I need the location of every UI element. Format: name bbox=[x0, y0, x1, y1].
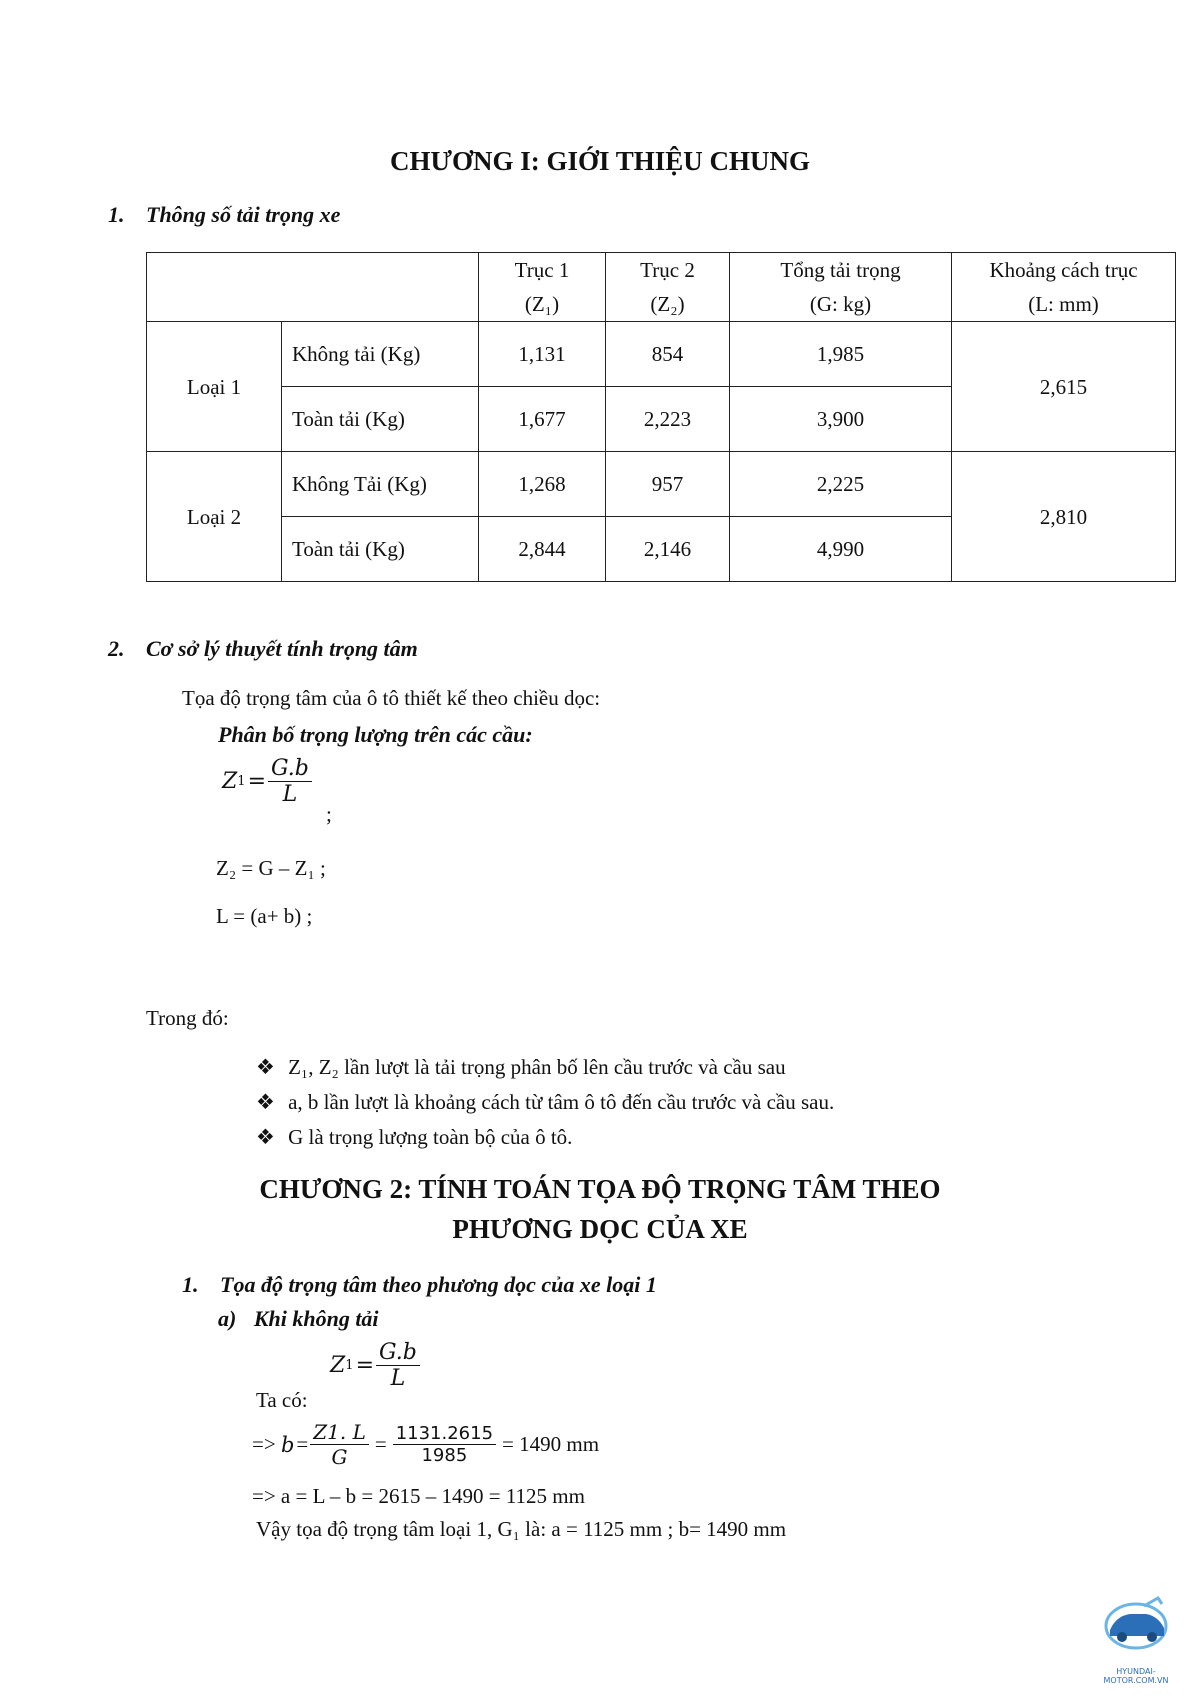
bullet-item: ❖ a, b lần lượt là khoảng cách từ tâm ô tô đến cầu trước và cầu sau. bbox=[256, 1090, 835, 1114]
row-label: Không tải (Kg) bbox=[282, 322, 479, 387]
bullet-item: ❖ Z₁, Z₂ lần lượt là tải trọng phân bố lên cầu trước và cầu sau bbox=[256, 1055, 786, 1079]
ch2-formula-z1: Z 1 = $\frac{G.b}{L}$ bbox=[330, 1340, 420, 1391]
table-row bbox=[147, 322, 1176, 387]
z2-cell: 957 bbox=[606, 452, 730, 517]
group-cell: Loại 1 bbox=[147, 322, 282, 452]
hyundai-motor-logo bbox=[1086, 1586, 1186, 1686]
ta-co-label: Ta có: bbox=[256, 1388, 308, 1412]
logo-text: HYUNDAI-MOTOR.COM.VN bbox=[1103, 1667, 1169, 1685]
where-label: Trong đó: bbox=[146, 1006, 229, 1030]
section2-intro: Tọa độ trọng tâm của ô tô thiết kế theo chiều dọc: bbox=[182, 686, 601, 710]
header-truc2: Trục 2 (Z₂) bbox=[606, 253, 730, 322]
z2-cell: 2,223 bbox=[606, 387, 730, 452]
formula-z1: Z 1 = $\frac{G.b}{L}$ bbox=[222, 756, 312, 807]
header-truc1: Trục 1 (Z₁) bbox=[479, 253, 606, 322]
calc-b: => b = $\frac{Z1. L}{G}$ = $\frac{1131.2615}{1985}$ = 1490 mm bbox=[252, 1420, 600, 1469]
load-spec-table bbox=[146, 252, 1176, 582]
formula-z2: Z₂ = G – Z₁ ; bbox=[216, 856, 326, 880]
conclusion: Vậy tọa độ trọng tâm loại 1, G₁ là: a = 1125 mm ; b= 1490 mm bbox=[256, 1517, 787, 1541]
chapter2-title-line2: PHƯƠNG DỌC CỦA XE bbox=[452, 1214, 748, 1244]
section-title: Tọa độ trọng tâm theo phương dọc của xe loại 1 bbox=[220, 1272, 657, 1297]
car-logo-icon bbox=[1086, 1586, 1186, 1666]
row-label: Toàn tải (Kg) bbox=[282, 517, 479, 582]
bullet-item: ❖ G là trọng lượng toàn bộ của ô tô. bbox=[256, 1125, 573, 1149]
section2-heading bbox=[108, 636, 418, 662]
formula-z1-semicolon: ; bbox=[326, 802, 332, 826]
z1-cell: 1,677 bbox=[479, 387, 606, 452]
section1-heading bbox=[108, 202, 340, 228]
z1-cell: 2,844 bbox=[479, 517, 606, 582]
table-header-row bbox=[147, 253, 1176, 322]
calc-a: => a = L – b = 2615 – 1490 = 1125 mm bbox=[252, 1484, 585, 1508]
g-cell: 4,990 bbox=[730, 517, 952, 582]
group-cell: Loại 2 bbox=[147, 452, 282, 582]
bullet-icon: ❖ bbox=[256, 1055, 275, 1079]
chapter1-title: CHƯƠNG I: GIỚI THIỆU CHUNG bbox=[389, 146, 811, 176]
header-tong: Tổng tải trọng (G: kg) bbox=[730, 253, 952, 322]
table-row bbox=[147, 452, 1176, 517]
formula-l: L = (a+ b) ; bbox=[216, 904, 313, 928]
chapter2-title-line1: CHƯƠNG 2: TÍNH TOÁN TỌA ĐỘ TRỌNG TÂM THEO bbox=[259, 1174, 941, 1204]
sub-letter: a) bbox=[218, 1306, 237, 1331]
ch2-sub-a-heading bbox=[218, 1306, 379, 1332]
z1-cell: 1,268 bbox=[479, 452, 606, 517]
z2-cell: 2,146 bbox=[606, 517, 730, 582]
z1-cell: 1,131 bbox=[479, 322, 606, 387]
ch2-section1-heading bbox=[182, 1272, 657, 1298]
header-empty-cell bbox=[147, 253, 479, 322]
g-cell: 2,225 bbox=[730, 452, 952, 517]
l-cell: 2,615 bbox=[952, 322, 1176, 452]
section-number: 1. bbox=[108, 202, 125, 227]
bullet-icon: ❖ bbox=[256, 1125, 275, 1149]
section-number: 2. bbox=[108, 636, 125, 661]
section-title: Thông số tải trọng xe bbox=[146, 202, 341, 227]
header-khoang-cach: Khoảng cách trục (L: mm) bbox=[952, 253, 1176, 322]
section-title: Cơ sở lý thuyết tính trọng tâm bbox=[146, 636, 418, 661]
section2-subtitle: Phân bố trọng lượng trên các cầu: bbox=[218, 722, 533, 747]
row-label: Toàn tải (Kg) bbox=[282, 387, 479, 452]
section-number: 1. bbox=[182, 1272, 199, 1297]
row-label: Không Tải (Kg) bbox=[282, 452, 479, 517]
g-cell: 1,985 bbox=[730, 322, 952, 387]
bullet-icon: ❖ bbox=[256, 1090, 275, 1114]
sub-title: Khi không tải bbox=[253, 1306, 379, 1331]
l-cell: 2,810 bbox=[952, 452, 1176, 582]
g-cell: 3,900 bbox=[730, 387, 952, 452]
z2-cell: 854 bbox=[606, 322, 730, 387]
